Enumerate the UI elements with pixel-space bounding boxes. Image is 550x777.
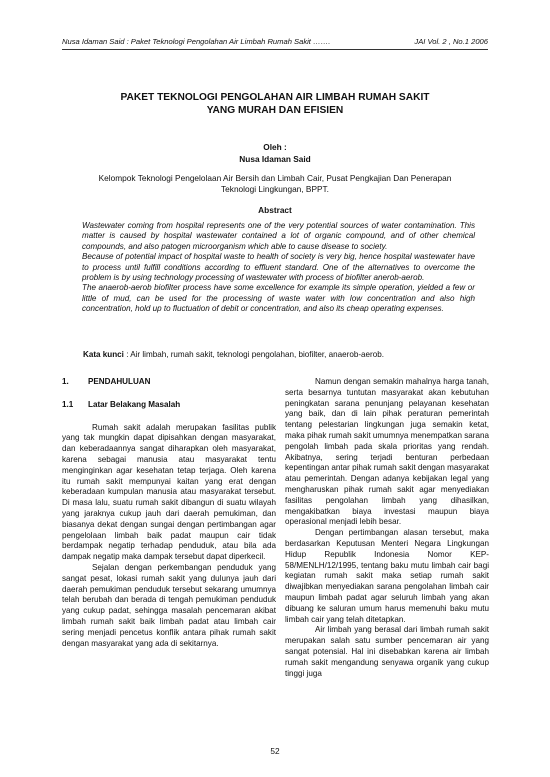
running-header xyxy=(62,37,488,46)
title-line-1: PAKET TEKNOLOGI PENGOLAHAN AIR LIMBAH RUMAH SAKIT xyxy=(120,92,430,103)
title-line-2: YANG MURAH DAN EFISIEN xyxy=(206,105,344,116)
body-paragraph: Namun dengan semakin mahalnya harga tanah, serta besarnya tuntutan masyarakat akan kebutuhan peningkatan sarana penunjang pelayanan kesehatan yang baik, dan di lain pihak peraturan pemerintah tentang pelestarian lingkungan juga semakin ketat, maka pihak rumah sakit umumnya menempatkan sarana pengolah limbah pada skala prioritas yang rendah. Akibatnya, sering terjadi benturan perbedaan kepentingan antar pihak rumah sakit dengan masyarakat atau pemerintah. Dengan adanya kebijakan legal yang mengharuskan pihak rumah sakit agar menyediakan fasilitas pengolahan limbah yang dihasilkan, mengakibatkan biaya investasi maupun biaya operasional menjadi lebih besar. xyxy=(285,377,489,527)
keywords-label: Kata kunci xyxy=(83,350,124,359)
header-rule xyxy=(62,49,488,50)
abstract-heading: Abstract xyxy=(258,205,292,215)
body-paragraph: Dengan pertimbangan alasan tersebut, maka berdasarkan Keputusan Menteri Negara Lingkungan Hidup Republik Indonesia Nomor KEP-58/MENLH/12/1995, tentang baku mutu limbah cair bagi kegiatan rumah sakit maka setiap rumah sakit diwajibkan menyediakan sarana pengolahan limbah cair maupun limbah padat agar seluruh limbah yang akan dibuang ke saluran umum harus memenuhi baku mutu limbah cair yang telah ditetapkan. xyxy=(285,528,489,624)
affiliation-line-1: Kelompok Teknologi Pengelolaan Air Bersih dan Limbah Cair, Pusat Pengkajian Dan Penerapan xyxy=(98,173,452,183)
page-number: 52 xyxy=(270,746,280,756)
abstract-paragraph-2: Because of potential impact of hospital waste to health of society is very big, hence hospital wastewater have to process until fulfill conditions according to effluent standard. One of the alternatives to overcome the problem is by using technology processing of wastewater with process of biofilter anerob-aerob. xyxy=(82,252,475,283)
header-left: Nusa Idaman Said : Paket Teknologi Pengolahan Air Limbah Rumah Sakit ……. xyxy=(62,37,331,46)
section-1-1-title: Latar Belakang Masalah xyxy=(88,399,181,409)
section-1-number: 1. xyxy=(62,377,69,386)
keywords-text: : Air limbah, rumah sakit, teknologi pengolahan, biofilter, anaerob-aerob. xyxy=(126,350,384,359)
affiliation-line-2: Teknologi Lingkungan, BPPT. xyxy=(221,184,329,194)
abstract-paragraph-3: The anaerob-aerob biofilter process have some excellence for example its simple operation, yielded a few or little of mud, can be used for the processing of waste water with low concentration and also high concentration, hold up to fluctuation of debit or concentration, and also its cheap operating expenses. xyxy=(82,283,475,314)
author-name: Nusa Idaman Said xyxy=(239,154,311,164)
body-paragraph: Sejalan dengan perkembangan penduduk yang sangat pesat, lokasi rumah sakit yang dulunya jauh dari daerah pemukiman penduduk tersebut sekarang umumnya telah berubah dan berada di tengah pemukiman penduduk yang cukup padat, sehingga masalah pencemaran akibat limbah rumah sakit baik limbah padat atau limbah cair sering menjadi pencetus konflik antara pihak rumah sakit dengan masyarakat yang ada di sekitarnya. xyxy=(62,562,276,648)
section-1-1-number: 1.1 xyxy=(62,399,74,409)
abstract-paragraph-1: Wastewater coming from hospital represents one of the very potential sources of water contamination. This matter is caused by hospital wastewater contained a lot of organic compound, and of other chemical compounds, and also patogen microorganism which able to cause disease to society. xyxy=(82,221,475,251)
section-1-1-heading xyxy=(62,400,276,411)
abstract-body xyxy=(82,221,475,315)
right-column xyxy=(285,377,489,679)
keywords xyxy=(83,350,490,359)
section-1-title: PENDAHULUAN xyxy=(88,377,151,386)
affiliation xyxy=(62,173,488,195)
left-column xyxy=(62,377,276,649)
paper-title xyxy=(62,91,488,117)
section-1-heading xyxy=(62,377,276,388)
body-paragraph: Rumah sakit adalah merupakan fasilitas publik yang tak mungkin dapat dipisahkan dengan masyarakat, dan keberadaannya sangat diharapkan oleh masyarakat, karena sebagai manusia atau masyarakat tentu menginginkan agar kesehatan tetap terjaga. Oleh karena itu rumah sakit mempunyai kaitan yang erat dengan keberadaan kumpulan manusia atau masyarakat tersebut. Di masa lalu, suatu rumah sakit dibangun di suatu wilayah yang jaraknya cukup jauh dari daerah pemukiman, dan biasanya dekat dengan sungai dengan pertimbangan agar pengelolaan limbah baik padat maupun cair tidak berdampak negatip terhadap penduduk, atau bila ada dampak negatip maka dampak tersebut dapat diperkecil. xyxy=(62,422,276,562)
body-paragraph: Air limbah yang berasal dari limbah rumah sakit merupakan salah satu sumber pencemaran air yang sangat potensial. Hal ini disebabkan karena air limbah rumah sakit mengandung senyawa organik yang cukup tinggi juga xyxy=(285,625,489,678)
by-label: Oleh : xyxy=(263,142,287,152)
header-right: JAI Vol. 2 , No.1 2006 xyxy=(414,37,488,46)
